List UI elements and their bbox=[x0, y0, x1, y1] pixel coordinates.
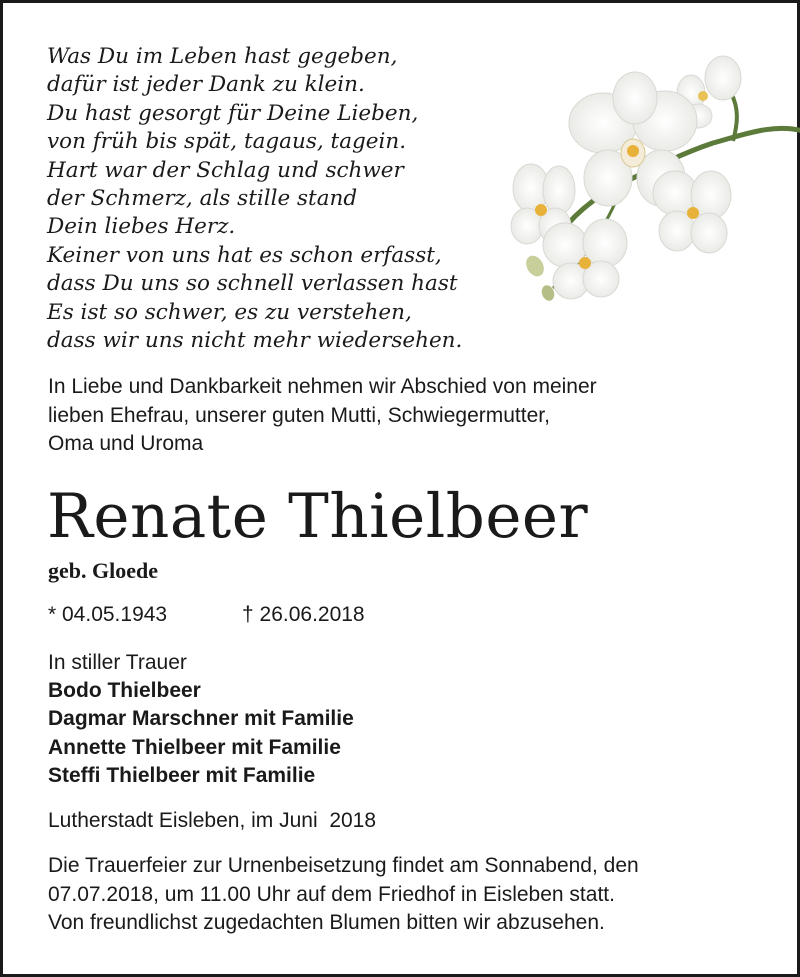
death-date: † 26.06.2018 bbox=[242, 603, 365, 626]
birth-name: geb. Gloede bbox=[48, 558, 158, 583]
mourner-name: Steffi Thielbeer mit Familie bbox=[48, 763, 316, 787]
poem-line: dafür ist jeder Dank zu klein. bbox=[47, 72, 365, 98]
poem-line: dass wir uns nicht mehr wiedersehen. bbox=[47, 328, 463, 354]
intro-line: lieben Ehefrau, unserer guten Mutti, Schwiegermutter, bbox=[48, 403, 550, 427]
funeral-service-info bbox=[48, 852, 768, 938]
intro-line: In Liebe und Dankbarkeit nehmen wir Abschied von meiner bbox=[48, 375, 597, 398]
poem-line: Es ist so schwer, es zu verstehen, bbox=[47, 299, 412, 325]
poem-line: Dein liebes Herz. bbox=[47, 214, 236, 240]
poem-line: der Schmerz, als stille stand bbox=[47, 186, 358, 212]
poem-line: Hart war der Schlag und schwer bbox=[47, 157, 404, 183]
deceased-name: Renate Thielbeer bbox=[47, 481, 589, 552]
mourners bbox=[48, 649, 354, 790]
mourner-name: Annette Thielbeer mit Familie bbox=[48, 735, 341, 759]
poem-line: dass Du uns so schnell verlassen hast bbox=[47, 271, 458, 297]
white-orchid-icon bbox=[503, 43, 800, 313]
poem-line: Du hast gesorgt für Deine Lieben, bbox=[47, 100, 419, 126]
mourners-label: In stiller Trauer bbox=[48, 651, 187, 674]
place-and-date: Lutherstadt Eisleben, im Juni 2018 bbox=[48, 809, 377, 832]
service-line: Von freundlichst zugedachten Blumen bitten wir abzusehen. bbox=[48, 911, 605, 934]
service-line: Die Trauerfeier zur Urnenbeisetzung findet am Sonnabend, den bbox=[48, 854, 639, 877]
poem-line: Was Du im Leben hast gegeben, bbox=[47, 44, 398, 69]
poem bbox=[47, 43, 527, 355]
mourner-name: Bodo Thielbeer bbox=[48, 679, 201, 703]
poem-line: von früh bis spät, tagaus, tagein. bbox=[47, 129, 407, 155]
service-line: 07.07.2018, um 11.00 Uhr auf dem Friedhof in Eisleben statt. bbox=[48, 882, 615, 906]
intro-line: Oma und Uroma bbox=[48, 432, 204, 455]
poem-line: Keiner von uns hat es schon erfasst, bbox=[47, 242, 442, 268]
life-dates bbox=[48, 600, 365, 630]
farewell-intro bbox=[48, 373, 768, 459]
birth-date: * 04.05.1943 bbox=[48, 603, 168, 626]
mourner-name: Dagmar Marschner mit Familie bbox=[48, 707, 354, 731]
